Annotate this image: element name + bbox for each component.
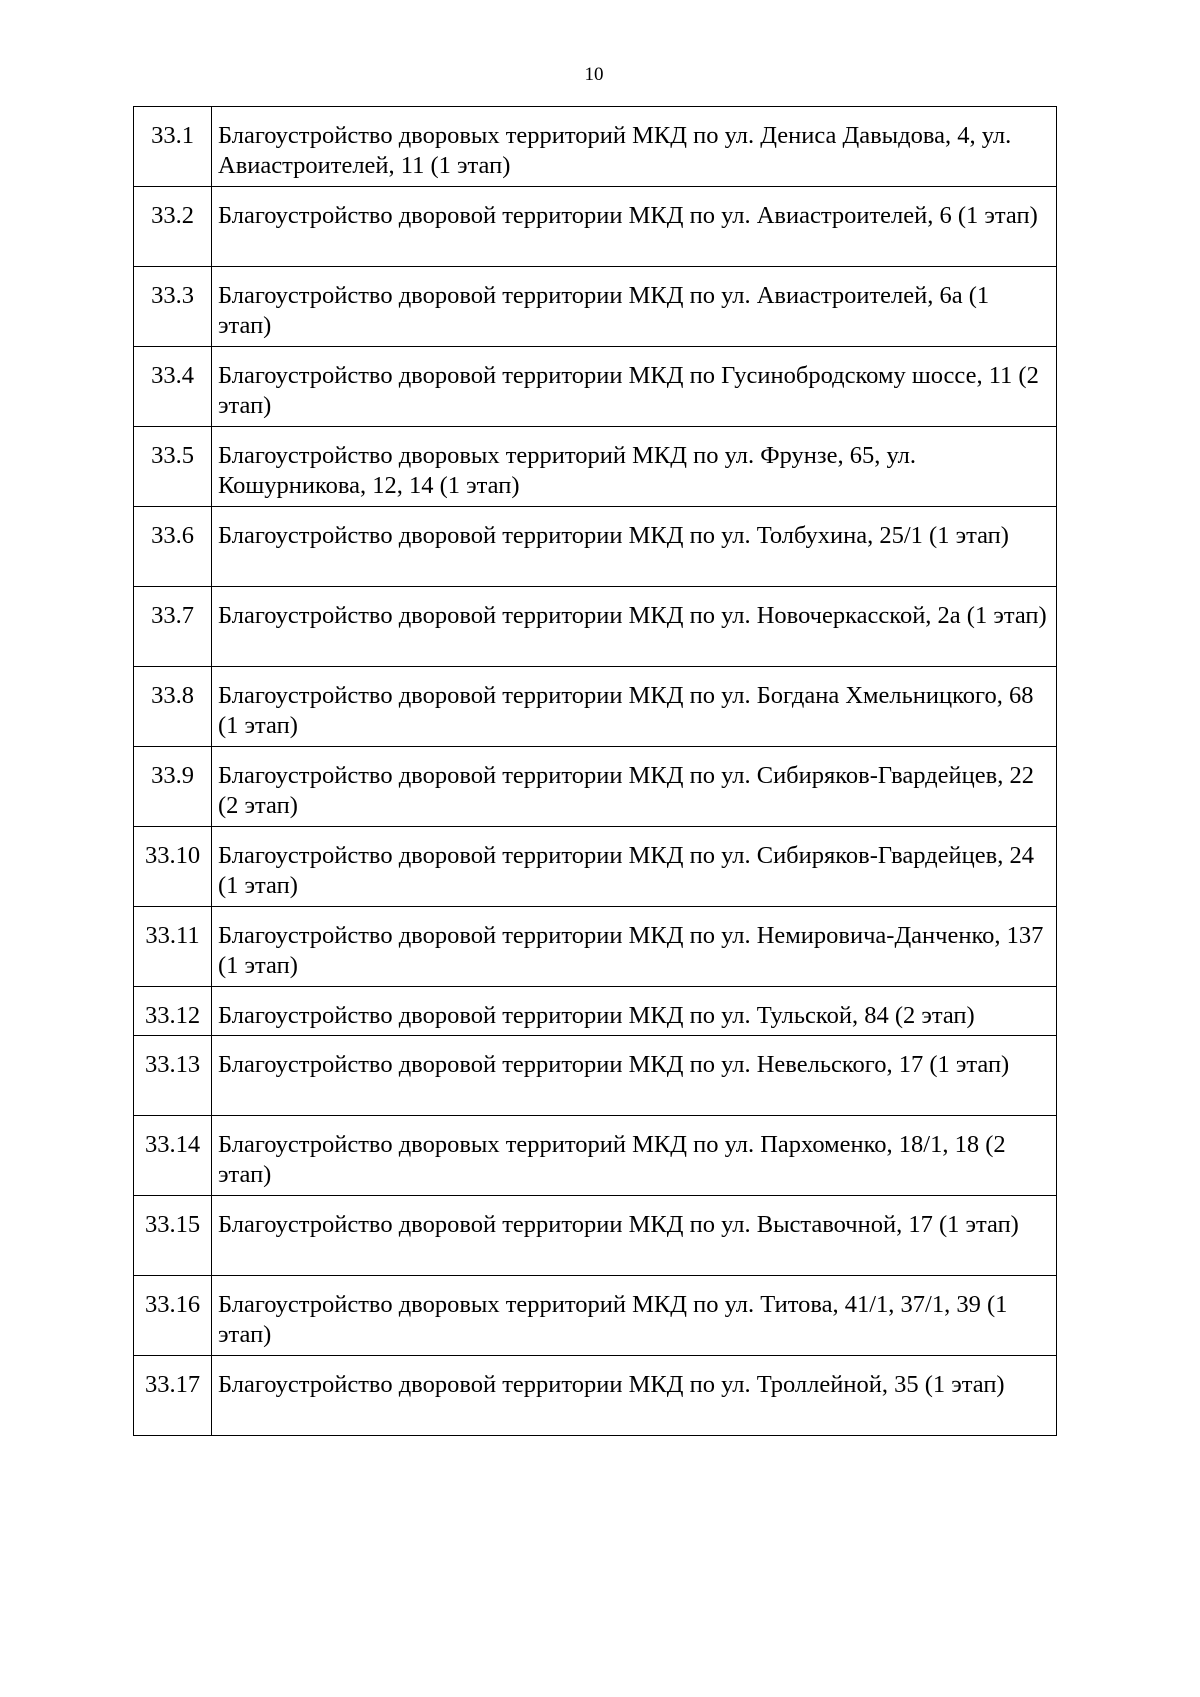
item-description: Благоустройство дворовых территорий МКД по ул. Фрунзе, 65, ул. Кошурникова, 12, 14 (1 этап): [212, 427, 1057, 507]
item-description: Благоустройство дворовых территорий МКД по ул. Титова, 41/1, 37/1, 39 (1 этап): [212, 1276, 1057, 1356]
table-row: [134, 907, 1057, 987]
item-number: 33.12: [134, 987, 212, 1036]
item-description: Благоустройство дворовой территории МКД по ул. Авиастроителей, 6 (1 этап): [212, 187, 1057, 267]
item-description: Благоустройство дворовой территории МКД по ул. Авиастроителей, 6а (1 этап): [212, 267, 1057, 347]
table-row: [134, 1116, 1057, 1196]
table-row: [134, 1036, 1057, 1116]
item-number: 33.4: [134, 347, 212, 427]
item-description: Благоустройство дворовой территории МКД по ул. Толбухина, 25/1 (1 этап): [212, 507, 1057, 587]
table-row: [134, 187, 1057, 267]
item-description: Благоустройство дворовой территории МКД по ул. Сибиряков-Гвардейцев, 24 (1 этап): [212, 827, 1057, 907]
table-row: [134, 107, 1057, 187]
item-number: 33.7: [134, 587, 212, 667]
item-number: 33.6: [134, 507, 212, 587]
item-description: Благоустройство дворовой территории МКД по ул. Сибиряков-Гвардейцев, 22 (2 этап): [212, 747, 1057, 827]
item-number: 33.1: [134, 107, 212, 187]
table-row: [134, 347, 1057, 427]
item-number: 33.14: [134, 1116, 212, 1196]
table-row: [134, 667, 1057, 747]
item-description: Благоустройство дворовых территорий МКД по ул. Дениса Давыдова, 4, ул. Авиастроителей, 11 (1 этап): [212, 107, 1057, 187]
item-number: 33.13: [134, 1036, 212, 1116]
item-number: 33.2: [134, 187, 212, 267]
table-row: [134, 827, 1057, 907]
item-description: Благоустройство дворовой территории МКД по ул. Выставочной, 17 (1 этап): [212, 1196, 1057, 1276]
table-row: [134, 267, 1057, 347]
item-number: 33.15: [134, 1196, 212, 1276]
item-number: 33.10: [134, 827, 212, 907]
item-description: Благоустройство дворовой территории МКД по ул. Немировича-Данченко, 137 (1 этап): [212, 907, 1057, 987]
table-row: [134, 587, 1057, 667]
item-description: Благоустройство дворовых территорий МКД по ул. Пархоменко, 18/1, 18 (2 этап): [212, 1116, 1057, 1196]
table-row: [134, 1196, 1057, 1276]
table-row: [134, 1276, 1057, 1356]
table-row: [134, 987, 1057, 1036]
item-description: Благоустройство дворовой территории МКД по ул. Тульской, 84 (2 этап): [212, 987, 1057, 1036]
item-number: 33.3: [134, 267, 212, 347]
item-number: 33.17: [134, 1356, 212, 1436]
table-row: [134, 427, 1057, 507]
table-row: [134, 507, 1057, 587]
items-table: [133, 106, 1057, 1436]
item-number: 33.11: [134, 907, 212, 987]
item-description: Благоустройство дворовой территории МКД по ул. Богдана Хмельницкого, 68 (1 этап): [212, 667, 1057, 747]
item-number: 33.16: [134, 1276, 212, 1356]
table-row: [134, 747, 1057, 827]
item-description: Благоустройство дворовой территории МКД по ул. Троллейной, 35 (1 этап): [212, 1356, 1057, 1436]
page-number: 10: [584, 64, 604, 85]
item-description: Благоустройство дворовой территории МКД по Гусинобродскому шоссе, 11 (2 этап): [212, 347, 1057, 427]
item-number: 33.5: [134, 427, 212, 507]
item-number: 33.8: [134, 667, 212, 747]
item-number: 33.9: [134, 747, 212, 827]
item-description: Благоустройство дворовой территории МКД по ул. Невельского, 17 (1 этап): [212, 1036, 1057, 1116]
item-description: Благоустройство дворовой территории МКД по ул. Новочеркасской, 2а (1 этап): [212, 587, 1057, 667]
table-row: [134, 1356, 1057, 1436]
